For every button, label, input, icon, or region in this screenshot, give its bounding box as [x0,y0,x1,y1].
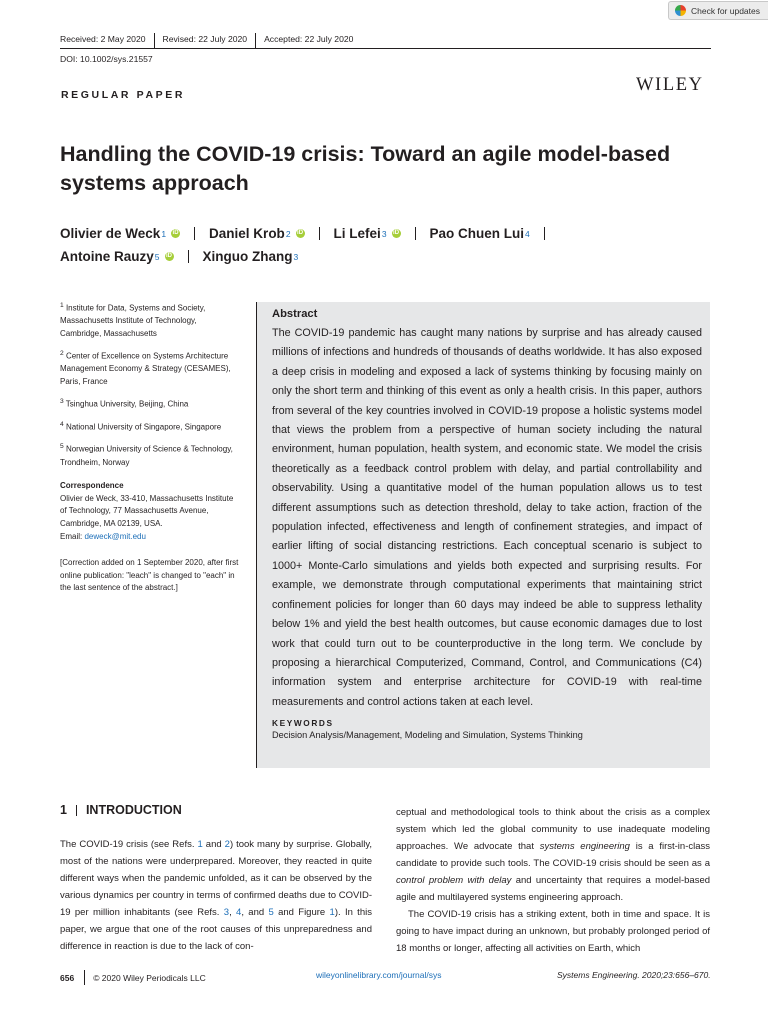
text: , and [241,907,269,918]
check-for-updates-button[interactable] [668,1,768,20]
paper-type: REGULAR PAPER [61,89,186,101]
affiliation-text: Institute for Data, Systems and Society, Massachusetts Institute of Technology, Cambridge, Massachusetts [60,303,206,338]
divider [154,33,155,48]
divider [544,227,545,240]
author-name[interactable]: Li Lefei [333,226,381,241]
publisher-logo: WILEY [636,75,704,95]
journal-url-link[interactable]: wileyonlinelibrary.com/journal/sys [316,970,442,980]
author-name[interactable]: Daniel Krob [209,226,285,241]
affiliation-sup[interactable]: 3 [381,228,387,239]
emphasis: systems engineering [539,841,630,852]
author-list-row-2 [60,249,720,264]
divider [188,250,189,263]
body-left-column [60,836,372,955]
emphasis: control problem with delay [396,875,512,886]
affiliation-number: 1 [60,302,64,309]
affiliation [60,300,240,340]
revised-date: Revised: 22 July 2020 [162,34,248,44]
body-right-column [396,804,710,957]
text: ). In this paper, we argue that one of the root causes of this unpreparedness and difference in reaction is due to the lack of con- [60,907,372,952]
doi: DOI: 10.1002/sys.21557 [60,54,153,64]
copyright: © 2020 Wiley Periodicals LLC [93,972,206,983]
author-name[interactable]: Pao Chuen Lui [429,226,525,241]
affiliation-number: 4 [60,420,64,428]
text: and uncertainty that requires a model-based agile and multilayered systems engineering approach. [396,875,711,903]
text: The COVID-19 crisis (see Refs. [60,839,198,850]
crossmark-icon [675,5,686,16]
affiliation [60,419,240,434]
affiliation [60,348,240,388]
affiliation-sup[interactable]: 3 [293,251,299,262]
abstract-box [256,302,710,768]
affiliation-number: 2 [60,349,64,357]
author-list-row-1 [60,226,720,241]
text: ceptual and methodological tools to think about the crisis as a complex system which led the global community to use inadequate modeling approaches. We advocate that [396,807,710,852]
author-name[interactable]: Olivier de Weck [60,226,161,241]
reference-link[interactable]: 1 [197,839,203,850]
text: and [202,839,225,850]
affiliation-text: Center of Excellence on Systems Architecture Management Economy & Strategy (CESAMES), Paris, France [60,351,231,386]
section-title: INTRODUCTION [85,803,182,817]
section-number: 1 [60,803,67,817]
paragraph: The COVID-19 crisis has a striking extent, both in time and space. It is going to have impact during an unknown, but probably prolonged period of 18 months or longer, affecting all activities on Earth, which [396,909,710,954]
text: ) took many by surprise. Globally, most of the nations were underprepared. Moreover, they reacted in quite different ways when the pandemic unfolded, as it can be observed by the various dynamics per country in terms of confirmed deaths due to COVID-19 per million inhabitants (see Refs. [60,839,373,918]
email-label: Email: [60,531,85,541]
email-link[interactable]: deweck@mit.edu [84,531,146,541]
orcid-icon[interactable]: iD [393,230,400,236]
correspondence-address: Olivier de Weck, 33-410, Massachusetts Institute of Technology, 77 Massachusetts Avenue, Cambridge, MA 02139, USA. [60,493,234,528]
text: is a first-in-class candidate to provide such tools. The COVID-19 crisis should be seen as a [396,841,710,869]
orcid-icon[interactable]: iD [297,230,304,236]
affiliation-number: 3 [60,397,64,405]
abstract-heading: Abstract [272,308,318,320]
orcid-icon[interactable]: iD [172,230,179,236]
divider [415,227,416,240]
citation: Systems Engineering. 2020;23:656–670. [557,970,711,980]
divider [76,805,77,816]
orcid-icon[interactable]: iD [166,253,172,259]
text: , [229,907,237,918]
keywords-text: Decision Analysis/Management, Modeling and Simulation, Systems Thinking [272,730,583,741]
check-for-updates-label: Check for updates [691,5,760,16]
paper-title: Handling the COVID-19 crisis: Toward an agile model-based systems approach [60,142,671,195]
affiliations [60,300,240,602]
reference-link[interactable]: 3 [223,907,230,918]
divider [255,33,256,48]
keywords-heading: KEYWORDS [272,718,334,729]
footer-left [60,970,206,985]
author-name[interactable]: Antoine Rauzy [60,249,154,264]
reference-link[interactable]: 5 [268,907,274,918]
correspondence-heading: Correspondence [60,481,124,491]
affiliation-sup[interactable]: 1 [161,228,167,239]
correspondence-text [60,493,240,543]
author-name[interactable]: Xinguo Zhang [202,249,293,264]
affiliation [60,441,240,469]
affiliation-number: 5 [60,443,64,451]
figure-link[interactable]: 1 [329,907,335,918]
section-heading [60,803,182,817]
affiliation-text: National University of Singapore, Singapore [65,422,222,432]
divider [194,227,195,240]
paragraph [60,836,372,955]
reference-link[interactable]: 4 [236,907,242,918]
accepted-date: Accepted: 22 July 2020 [264,34,354,44]
publication-history [60,34,353,48]
paragraph [396,804,710,906]
divider [319,227,320,240]
affiliation-text: Norwegian University of Science & Technology, Trondheim, Norway [60,445,233,467]
affiliation [60,396,240,411]
divider [84,970,85,985]
reference-link[interactable]: 2 [224,839,230,850]
received-date: Received: 2 May 2020 [60,34,146,44]
page-number: 656 [60,972,75,983]
abstract-text: The COVID-19 pandemic has caught many nations by surprise and has already caused millions of infections and hundreds of thousands of deaths worldwide. It has also exposed a deep crisis in modeling and exposed a lack of systems thinking by focusing mainly on only the short term and thinking of this event as only a health crisis. In this paper, authors from several of the key countries involved in COVID-19 propose a holistic systems model that views the problem from a perspective of human society including the natural environment, human population, health system, and economic state. We model the crisis theoretically as a feedback control problem with delay, and partial controllability and observability. Using a quantitative model of the human population allows us to test different assumptions such as detection threshold, delay to take action, fraction of the population infected, effectiveness and length of confinement strategies, and impact of earlier lifting of social distancing restrictions. Each conceptual scenario is subject to 1000+ Monte-Carlo simulations and yields both expected and surprising results. For example, we demonstrate through computational experiments that maintaining strict confinement policies for longer than 60 days may indeed be able to suppress lethality below 1% and yield the best health outcomes, but cause economic damages due to lost work that could turn out to be counterproductive in the long term. We conclude by proposing a hierarchical Computerized, Command, Control, and Communications (C4) information system and enterprise architecture for COVID-19 with real-time measurements and control actions taken at each level. [272,327,702,708]
header-rule [60,48,711,49]
affiliation-sup[interactable]: 5 [154,251,160,262]
affiliation-sup[interactable]: 4 [525,228,530,239]
affiliation-text: Tsinghua University, Beijing, China [65,399,189,409]
text: and Figure [273,907,330,918]
affiliation-sup[interactable]: 2 [285,228,291,239]
correction-note: [Correction added on 1 September 2020, after first online publication: "leach" is changed to "each" in the last sentence of the abstract.] [60,558,239,593]
